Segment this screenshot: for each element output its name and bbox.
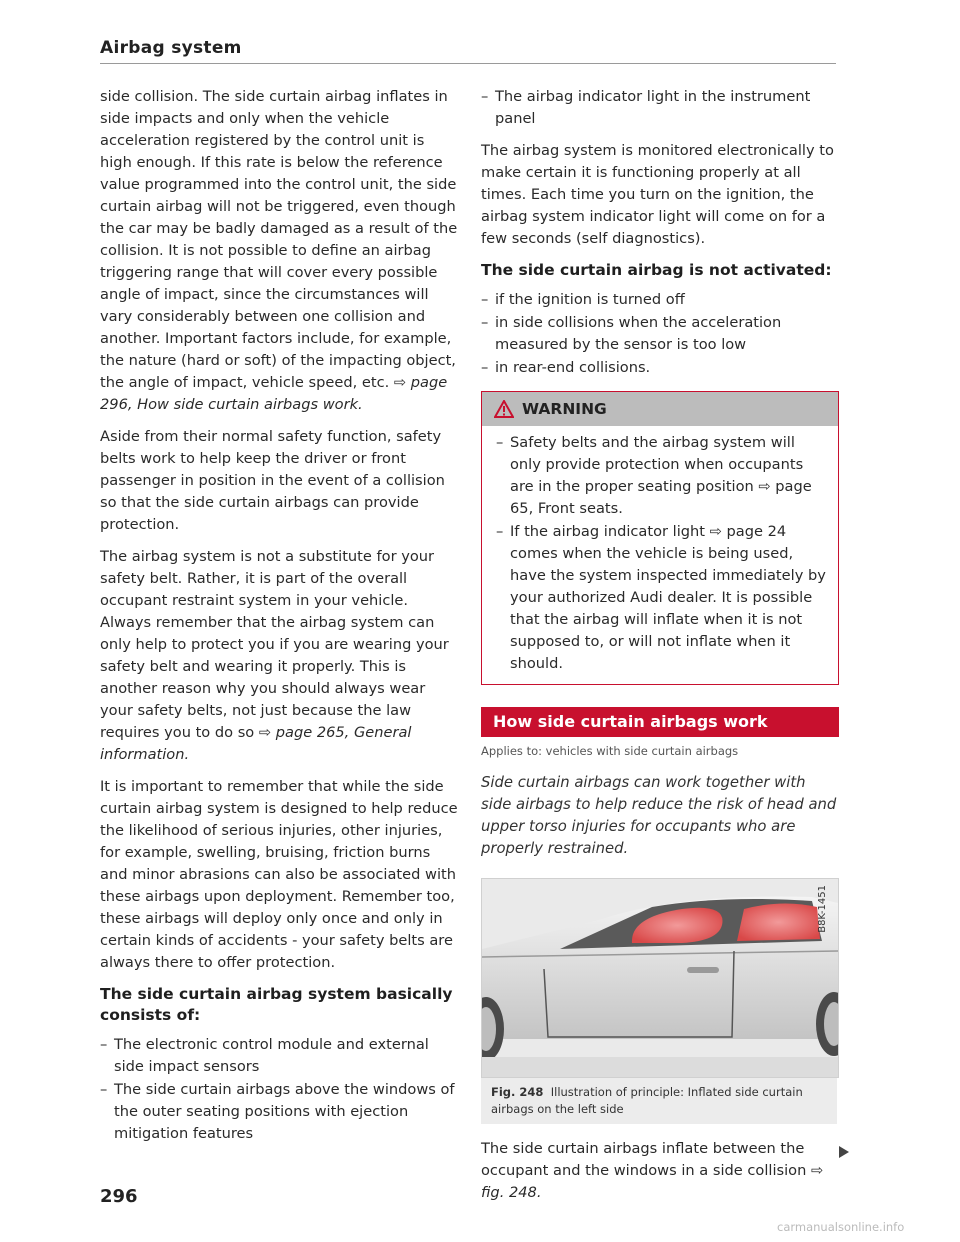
warning-header xyxy=(482,392,838,426)
component-list xyxy=(100,1034,458,1145)
paragraph: side collision. The side curtain airbag inflates in side impacts and only when the vehicle acceleration registered by the control unit is high enough. If this rate is below the reference value programmed into the control unit, the side curtain airbag will not be triggered, even though the car may be badly damaged as a result of the collision. It is not possible to define an airbag triggering range that will cover every possible angle of impact, since the circumstances will vary considerably between one collision and another. Important factors include, for example, the nature (hard or soft) of the impacting object, the angle of impact, vehicle speed, etc. ⇨ page 296, How side curtain airbags work. xyxy=(100,88,458,413)
warning-body xyxy=(482,426,838,684)
figure-caption: Fig. 248 Illustration of principle: Inflated side curtain airbags on the left side xyxy=(481,1078,837,1124)
figure-code: B8K-1451 xyxy=(817,885,828,933)
list-item: – in side collisions when the acceleration measured by the sensor is too low xyxy=(481,312,839,356)
list-item: – The electronic control module and external side impact sensors xyxy=(100,1034,458,1078)
continue-arrow-icon xyxy=(839,1146,849,1158)
list-item: – if the ignition is turned off xyxy=(481,289,839,311)
section-lead: Side curtain airbags can work together with side airbags to help reduce the risk of head and upper torso injuries for occupants who are properly restrained. xyxy=(481,774,837,857)
section-heading: The side curtain airbag system basically consists of: xyxy=(100,985,453,1024)
header-divider xyxy=(100,63,836,64)
paragraph: The airbag system is monitored electronically to make certain it is functioning properly at all times. Each time you turn on the ignition, the airbag system indicator light will come on for a few seconds (self diagnostics). xyxy=(481,142,834,247)
paragraph: Aside from their normal safety function, safety belts work to help keep the driver or front passenger in position in the event of a collision so that the side curtain airbags can provide protection. xyxy=(100,428,445,533)
list-item: – The airbag indicator light in the instrument panel xyxy=(481,86,839,130)
figure-side-curtain-airbags xyxy=(481,878,839,1078)
right-column xyxy=(481,86,839,1214)
page-header-title: Airbag system xyxy=(100,38,242,58)
list-item: – in rear-end collisions. xyxy=(481,357,839,379)
paragraph: The airbag system is not a substitute for your safety belt. Rather, it is part of the overall occupant restraint system in your vehicle. Always remember that the airbag system can only help to protect you if you are wearing your safety belt and wearing it properly. This is another reason why you should always wear your safety belts, not just because the law requires you to do so ⇨ page 265, General information. xyxy=(100,548,449,763)
not-activated-list xyxy=(481,289,839,379)
cross-reference-link[interactable]: ⇨ fig. 248. xyxy=(481,1162,824,1201)
paragraph: It is important to remember that while the side curtain airbag system is designed to help reduce the likelihood of serious injuries, other injuries, for example, swelling, bruising, friction burns and minor abrasions can also be associated with these airbags upon deployment. Remember too, these airbags will deploy only once and only in certain kinds of accidents - your safety belts are always there to offer protection. xyxy=(100,778,458,971)
car-illustration xyxy=(482,879,838,1077)
warning-title: WARNING xyxy=(522,400,607,418)
warning-item: – Safety belts and the airbag system will only provide protection when occupants are in the proper seating position ⇨ page 65, Front seats. xyxy=(496,432,826,520)
warning-box xyxy=(481,391,839,685)
left-column xyxy=(100,86,458,1155)
paragraph: The side curtain airbags inflate between the occupant and the windows in a side collision ⇨ fig. 248. xyxy=(481,1140,824,1201)
cross-reference-link[interactable]: ⇨ page 265, General information. xyxy=(100,724,412,763)
cross-reference-link[interactable]: ⇨ page 296, How side curtain airbags work. xyxy=(100,374,448,413)
watermark: carmanualsonline.info xyxy=(777,1220,905,1234)
component-list-continued xyxy=(481,86,839,130)
page-number: 296 xyxy=(100,1186,138,1207)
section-title-bar: How side curtain airbags work xyxy=(481,707,839,737)
applies-to-note: Applies to: vehicles with side curtain airbags xyxy=(481,744,739,758)
warning-triangle-icon xyxy=(494,400,514,418)
warning-item: – If the airbag indicator light ⇨ page 24 comes when the vehicle is being used, have the system inspected immediately by your authorized Audi dealer. It is possible that the airbag will inflate when it is not supposed to, or will not inflate when it should. xyxy=(496,521,826,675)
section-heading: The side curtain airbag is not activated: xyxy=(481,261,832,279)
list-item: – The side curtain airbags above the windows of the outer seating positions with ejection mitigation features xyxy=(100,1079,458,1145)
